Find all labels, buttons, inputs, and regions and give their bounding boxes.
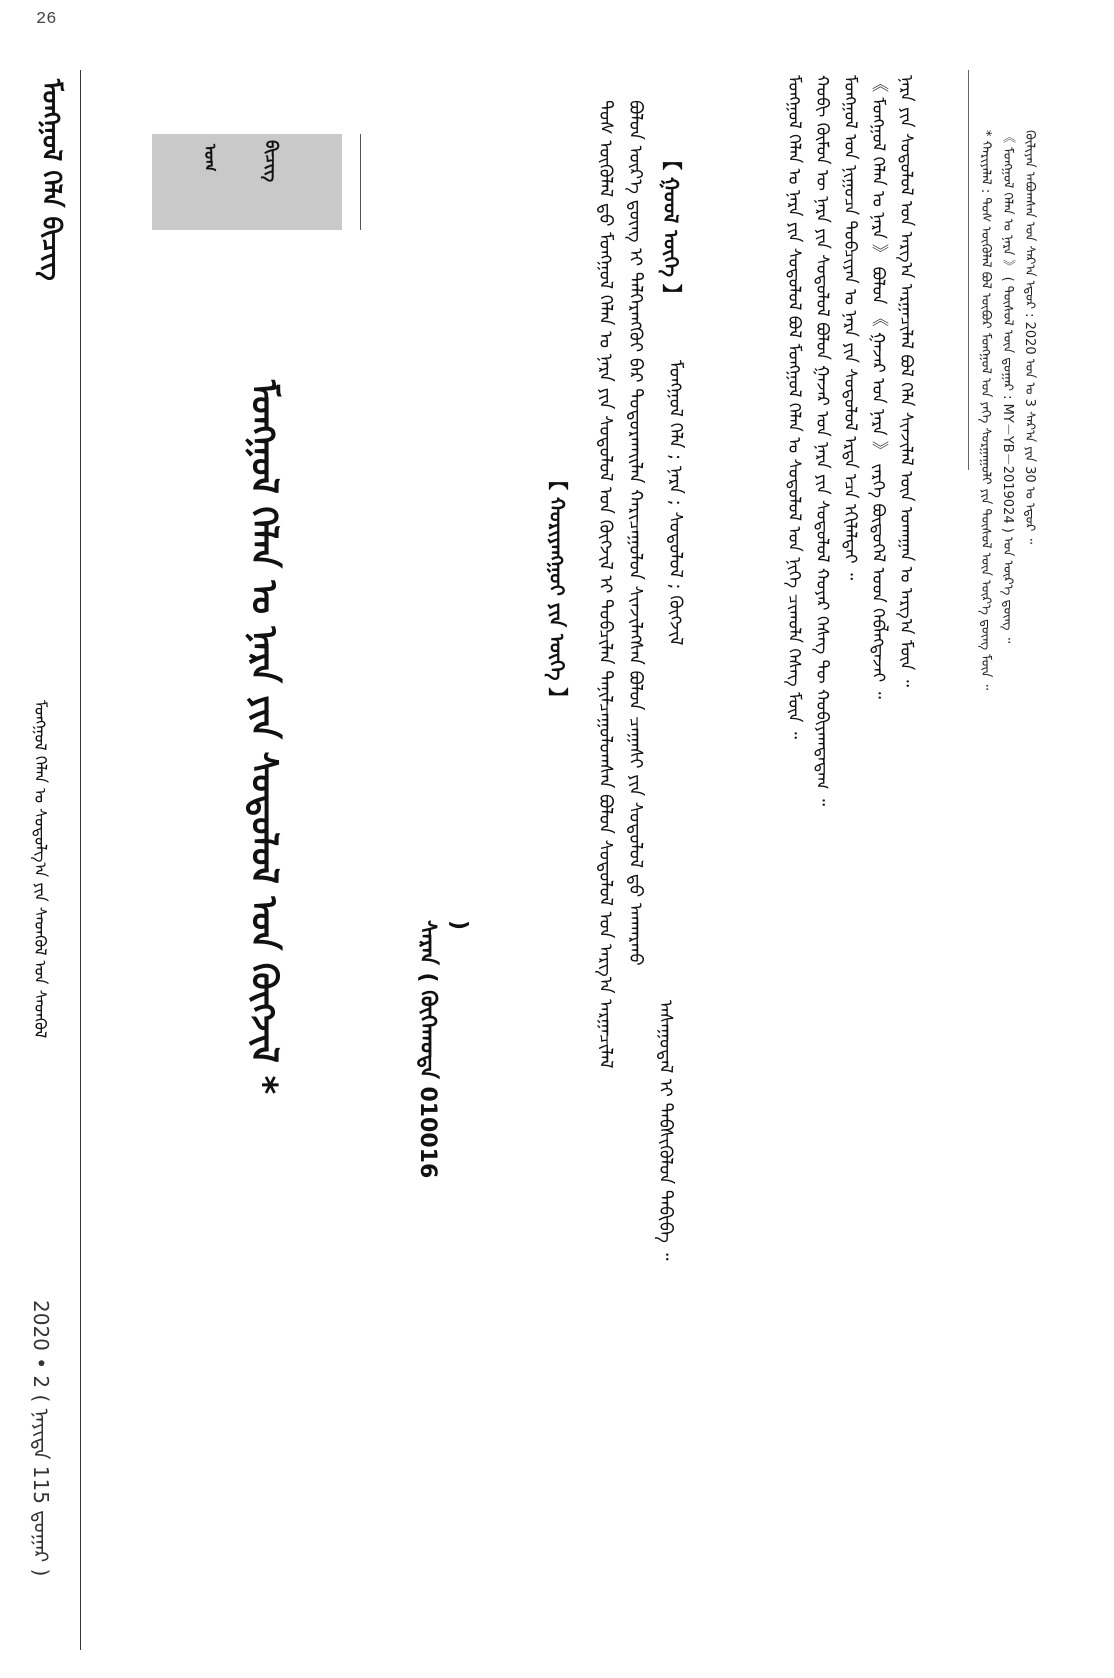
footnote-rule bbox=[968, 70, 969, 470]
footnote-line: 《 ᠮᠣᠩᠭᠣᠯ ᠬᠡᠯᠡᠨ ᠤ ᠨᠡᠷᠡ 》 ( ᠲᠥᠰᠥᠯ ᠦᠨ ᠳ᠋ᠤᠭᠠᠷ : MY－YB－2019024 ) ᠤᠨ ᠦᠷ᠎ᠡ ᠳ᠋ᠦᠩ ᠃ bbox=[1000, 130, 1015, 644]
issue-info: 2020 • 2 ( ᠨᠡᠶᠢᠳᠡ 115 ᠳ᠋ᠤᠭᠠᠷ ) bbox=[29, 1300, 53, 1577]
body-paragraph: ᠮᠣᠩᠭᠣᠯ ᠬᠡᠯᠡᠨ ᠤ ᠨᠡᠷᠡ ᠶᠢᠨ ᠰᠤᠳᠤᠯᠤᠯ ᠪᠣᠯ ᠮᠣᠩᠭᠣᠯ ᠬᠡᠯᠡᠨ ᠤ ᠰᠤᠳᠤᠯᠤᠯ ᠤᠨ ᠨᠢᠭᠡ ᠴᠢᠬᠤᠯᠠ ᠬᠡᠰᠡᠭ ᠮᠥᠨ ᠃ bbox=[784, 75, 804, 739]
abstract-heading: 【 ᠬᠤᠷᠢᠶᠠᠩᠭᠤᠢ ᠶᠢᠨ ᠦᠭᠡ 】 bbox=[545, 470, 569, 708]
keywords-heading: 【 ᠭᠣᠣᠯ ᠦᠭᠡ 】 bbox=[659, 150, 683, 304]
section-label-secondary: ᠤᠬ bbox=[201, 144, 220, 172]
section-label-box bbox=[152, 134, 342, 230]
abstract-line: ᠠᠰᠠᠭᠤᠳᠠᠯ ᠢ ᠳᠡᠪᠰᠢᠭᠦᠯᠦᠨ ᠲᠠᠪᠢᠪᠠ ᠃ bbox=[655, 1000, 676, 1261]
journal-subtitle: ᠮᠣᠩᠭᠣᠯ ᠬᠡᠯᠡᠨ ᠤ ᠰᠤᠳᠤᠯᠭ᠎ᠠ ᠶᠢᠨ ᠰᠡᠳᠬᠦᠯ ᠤᠨ ᠰᠡᠳᠬᠦᠯ bbox=[31, 700, 50, 1039]
author-line: ᠰᠠᠷᠠᠨ ( ᠬᠥᠬᠡᠬᠣᠲᠠ 010016 ) bbox=[415, 920, 471, 1179]
keywords-text: ᠮᠣᠩᠭᠣᠯ ᠬᠡᠯᠡ ; ᠨᠡᠷᠡ ; ᠰᠤᠳᠤᠯᠤᠯ ; ᠬᠥᠭᠵᠢᠯ bbox=[665, 360, 686, 646]
abstract-line: ᠪᠣᠯᠤᠨ ᠦᠷ᠎ᠡ ᠳ᠋ᠦᠩ ᠢ ᠳᠡᠯᠭᠡᠷᠡᠩᠭᠦᠢ ᠪᠡᠷ ᠲᠣᠳᠤᠷᠬᠠᠢᠯᠠᠨ ᠬᠠᠷᠢᠴᠠᠭᠤᠯᠤᠨ ᠰᠢᠨᠵᠢᠯᠡᠭᠰᠡᠨ ᠪᠣᠯᠤᠨ ᠴᠠᠭᠠᠰᠢ ᠶᠢᠨ ᠰᠤᠳᠤᠯᠤᠯ ᠳ᠋ᠤ ᠠᠨᠬᠠᠷᠬᠤ bbox=[625, 100, 646, 966]
footnote-line: * ᠬᠠᠷᠢᠶᠠᠯᠠᠯ : ᠲᠤᠰ ᠥᠭᠦᠯᠡᠯ ᠪᠣᠯ ᠥᠪᠦᠷ ᠮᠣᠩᠭᠣᠯ ᠤᠨ ᠶᠡᠬᠡ ᠰᠤᠷᠭᠠᠭᠤᠯᠢ ᠶᠢᠨ ᠲᠥᠰᠥᠯ ᠦᠨ ᠦᠷ᠎ᠡ ᠳ᠋ᠦᠩ ᠮᠥᠨ ᠃ bbox=[978, 130, 993, 691]
body-paragraph: ᠬᠤᠪᠢ ᠬᠦᠮᠦᠨ ᠦ ᠨᠡᠷᠡ ᠶᠢᠨ ᠰᠤᠳᠤᠯᠤᠯ ᠪᠣᠯᠤᠨ ᠭᠠᠵᠠᠷ ᠤᠨ ᠨᠡᠷᠡ ᠶᠢᠨ ᠰᠤᠳᠤᠯᠤᠯ ᠬᠣᠶᠠᠷ ᠬᠡᠰᠡᠭ ᠲᠦ ᠬᠤᠪᠢᠶᠠᠭᠳᠠᠳᠠᠭ ᠃ bbox=[812, 75, 832, 806]
section-label: ᠪᠢᠴᠢᠭ bbox=[261, 140, 281, 183]
journal-name: ᠮᠣᠩᠭᠣᠯ ᠬᠡᠯᠡ ᠪᠢᠴᠢᠭ bbox=[36, 79, 66, 281]
abstract-line: ᠲᠤᠰ ᠥᠭᠦᠯᠡᠯ ᠳ᠋ᠦ ᠮᠣᠩᠭᠣᠯ ᠬᠡᠯᠡᠨ ᠤ ᠨᠡᠷᠡ ᠶᠢᠨ ᠰᠤᠳᠤᠯᠤᠯ ᠤᠨ ᠬᠥᠭᠵᠢᠯ ᠢ ᠲᠣᠪᠴᠢᠯᠠᠨ ᠲᠠᠨᠢᠯᠴᠠᠭᠤᠯᠤᠭᠰᠠᠨ ᠪᠣᠯᠤᠨ ᠰᠤᠳᠤᠯᠤᠯ ᠤᠨ ᠠᠷᠭ᠎ᠠ ᠠᠷᠭᠠᠴᠢᠯᠠᠯ bbox=[595, 100, 616, 1069]
body-paragraph: 《 ᠮᠣᠩᠭᠣᠯ ᠬᠡᠯᠡᠨ ᠤ ᠨᠡᠷᠡ 》 ᠪᠣᠯᠤᠨ 《 ᠭᠠᠵᠠᠷ ᠤᠨ ᠨᠡᠷᠡ 》 ᠵᠡᠷᠭᠡ ᠪᠦᠲᠦᠭᠡᠯ ᠤᠳ ᠬᠡᠪᠯᠡᠭᠳᠡᠵᠡᠢ ᠃ bbox=[868, 75, 888, 699]
body-paragraph: ᠨᠡᠷᠡ ᠶᠢᠨ ᠰᠤᠳᠤᠯᠤᠯ ᠤᠨ ᠠᠷᠭ᠎ᠠ ᠠᠷᠭᠠᠴᠢᠯᠠᠯ ᠪᠣᠯ ᠬᠡᠯᠡ ᠰᠢᠨᠵᠢᠯᠡᠯ ᠦᠨ ᠤᠬᠠᠭᠠᠨ ᠤ ᠠᠷᠭ᠎ᠠ ᠮᠥᠨ ᠃ bbox=[896, 75, 916, 687]
article-title: ᠮᠣᠩᠭᠣᠯ ᠬᠡᠯᠡᠨ ᠤ ᠨᠡᠷᠡ ᠶᠢᠨ ᠰᠤᠳᠤᠯᠤᠯ ᠤᠨ ᠬᠥᠭᠵᠢᠯ * bbox=[243, 380, 284, 1095]
page-number: 26 bbox=[36, 10, 57, 29]
body-paragraph: ᠮᠣᠩᠭᠣᠯ ᠤᠨ ᠨᠢᠭᠤᠴᠠ ᠲᠣᠪᠴᠢᠶᠠᠨ ᠤ ᠨᠡᠷᠡ ᠶᠢᠨ ᠰᠤᠳᠤᠯᠤᠯ ᠡᠷᠲᠡ ᠡᠴᠡ ᠡᠬᠢᠯᠡᠯᠲᠡᠢ ᠃ bbox=[840, 75, 860, 581]
section-divider bbox=[360, 134, 361, 230]
header-rule bbox=[80, 70, 81, 1650]
footnote-line: ᠬᠦᠯᠢᠶᠡᠨ ᠠᠪᠤᠭᠰᠠᠨ ᠣᠨ ᠰᠠᠷ᠎ᠠ ᠡᠳᠦᠷ : 2020 ᠣᠨ ᠤ 3 ᠰᠠᠷ᠎ᠠ ᠶᠢᠨ 30 ᠤ ᠡᠳᠦᠷ ᠃ bbox=[1022, 130, 1037, 545]
